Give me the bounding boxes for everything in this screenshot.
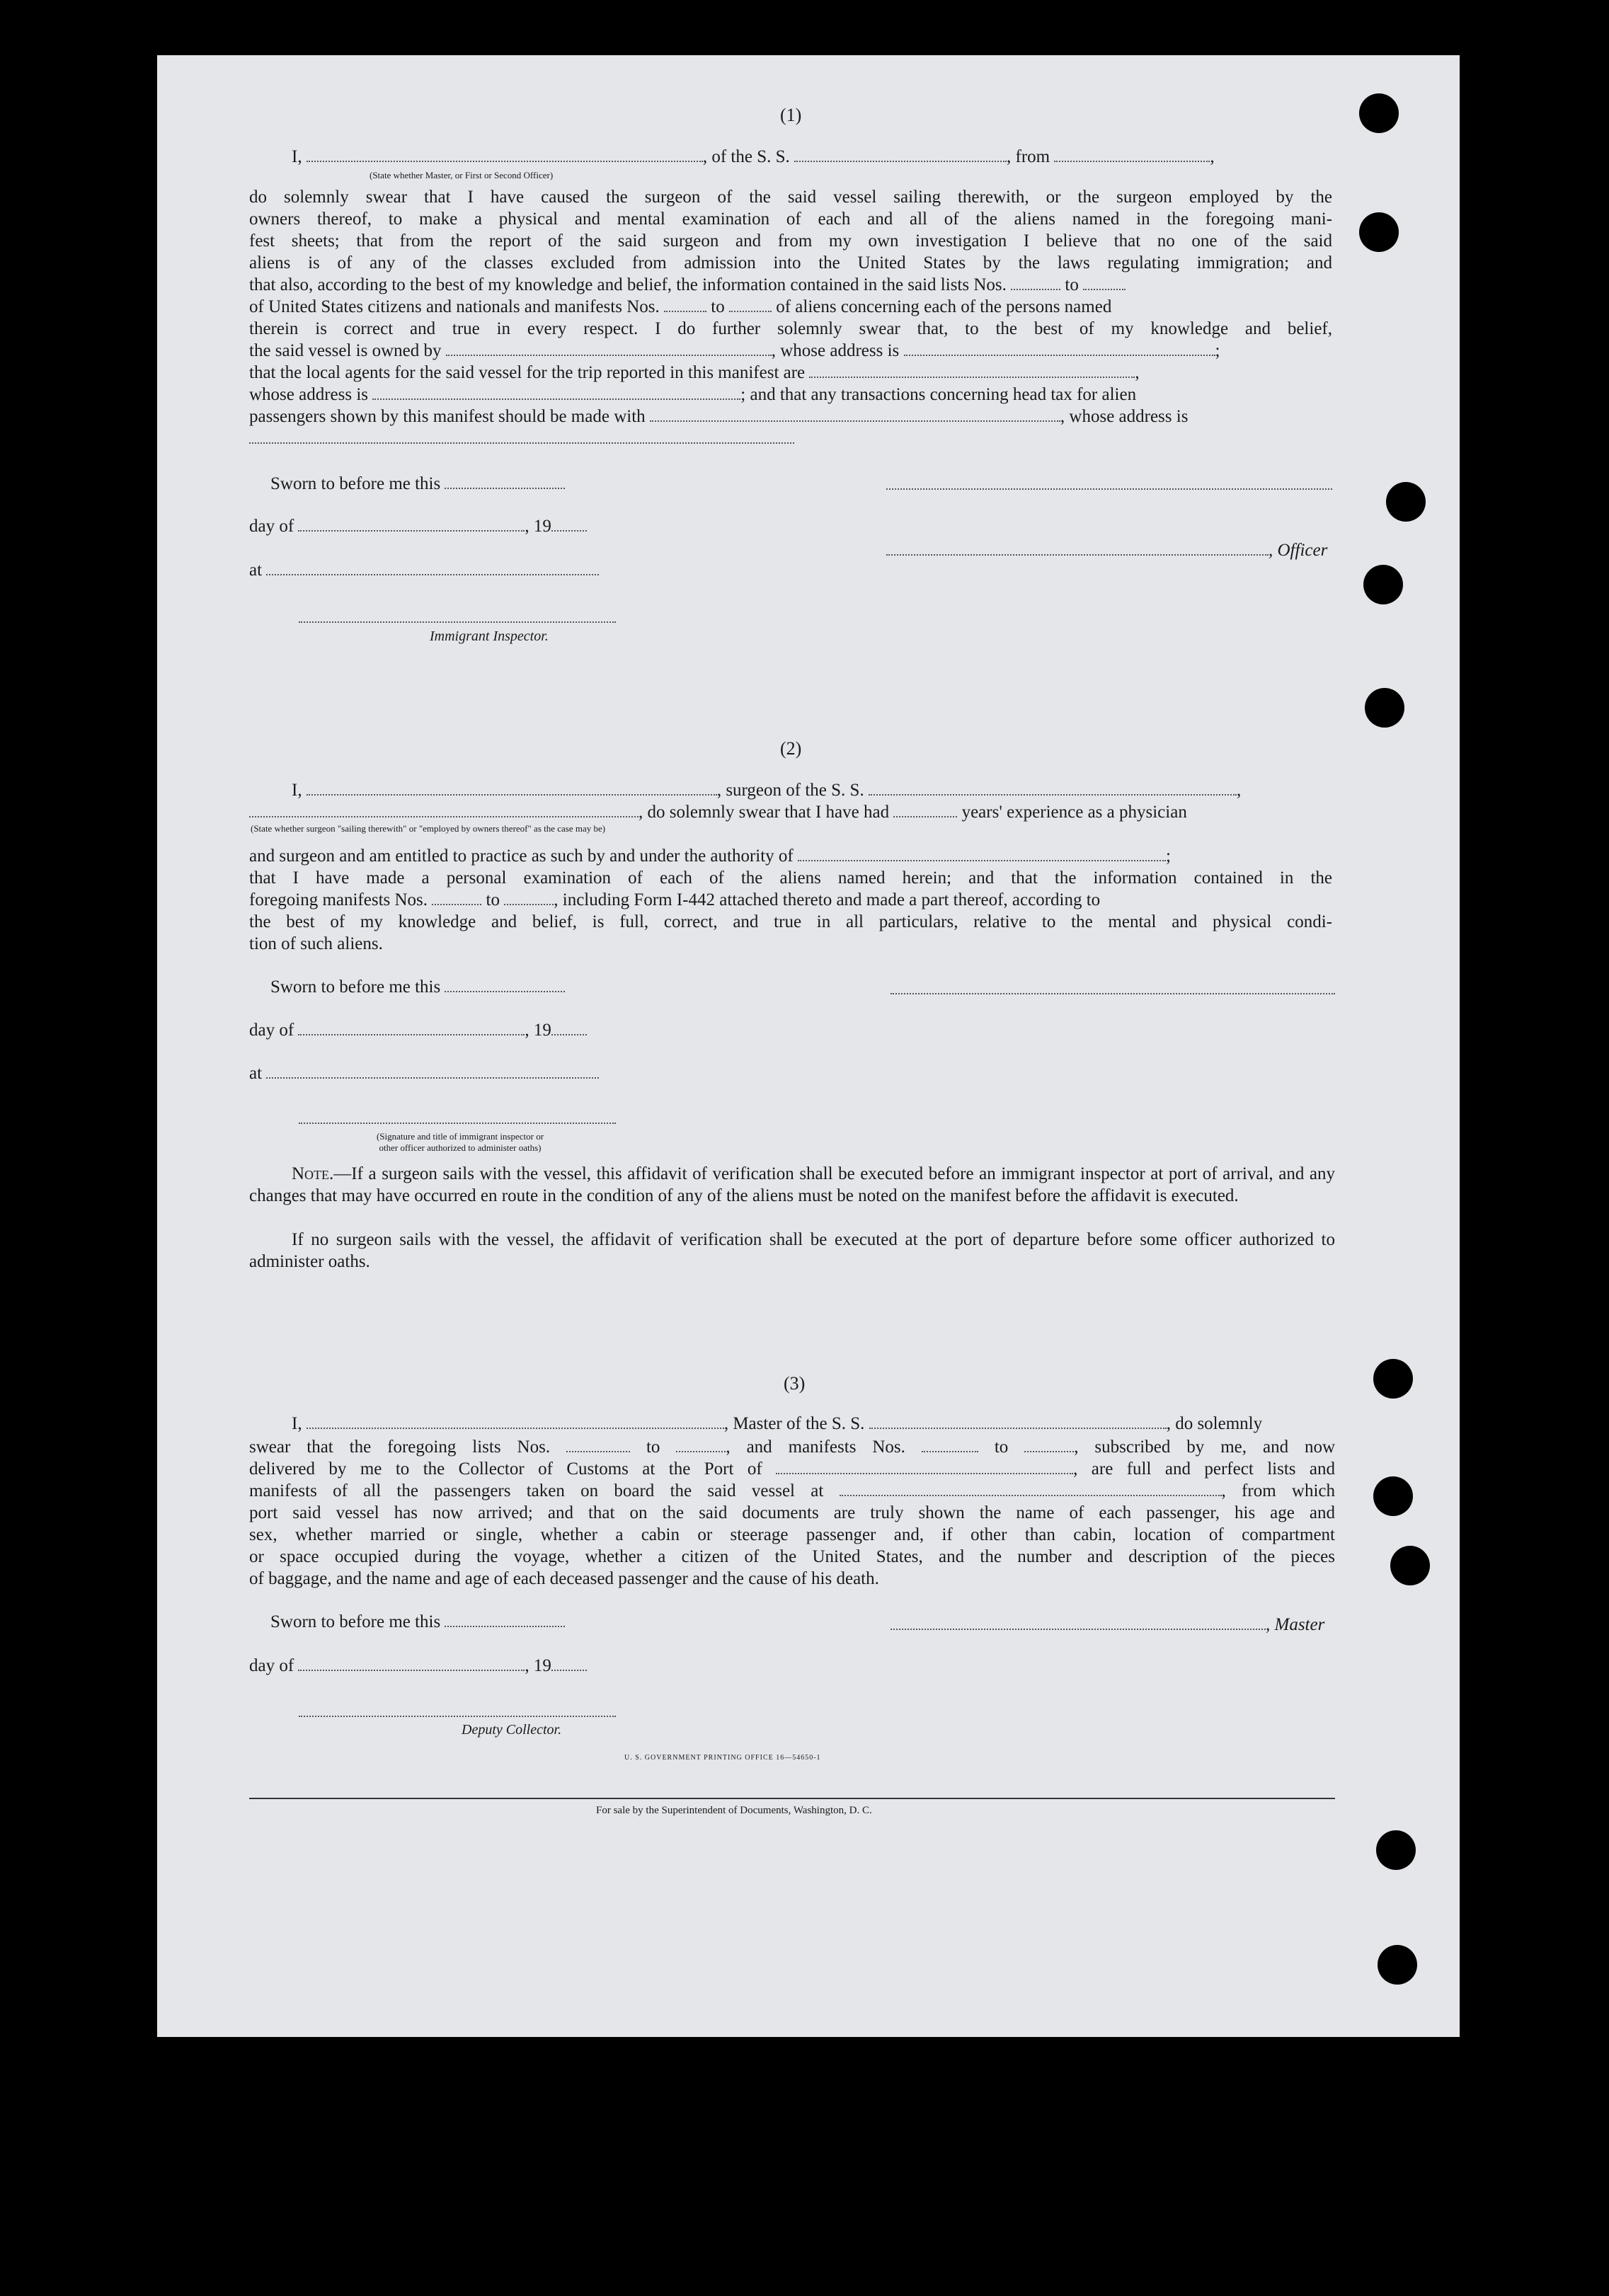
- inspector-signature-line[interactable]: [299, 621, 616, 623]
- printing-office-line: U. S. GOVERNMENT PRINTING OFFICE 16—54650-1: [624, 1754, 821, 1762]
- punch-hole-icon: [1359, 212, 1399, 252]
- punch-hole-icon: [1359, 93, 1399, 133]
- surgeon-line-2: , do solemnly swear that I have had years' experience as a physician: [249, 803, 1187, 822]
- years-field[interactable]: [893, 806, 957, 817]
- inspector-signature-line[interactable]: [299, 1123, 616, 1124]
- sworn-day-field[interactable]: [445, 1616, 565, 1627]
- surgeon-line: I, , surgeon of the S. S. ,: [292, 781, 1242, 800]
- deputy-signature-line[interactable]: [299, 1716, 616, 1717]
- section-number: (1): [780, 105, 802, 125]
- departure-port-field[interactable]: [1054, 151, 1210, 162]
- inspector-label: Immigrant Inspector.: [430, 628, 549, 644]
- day-line: day of , 19: [249, 1021, 587, 1040]
- punch-hole-icon: [1363, 565, 1403, 604]
- port-field[interactable]: [776, 1463, 1073, 1474]
- master-signature-line: , Master: [891, 1615, 1324, 1635]
- punch-hole-icon: [1378, 1945, 1417, 1985]
- note-paragraph-2: If no surgeon sails with the vessel, the affidavit of verification shall be executed at the port of departure before some officer authorized to administer oaths.: [249, 1230, 1335, 1271]
- officer-line: , Officer: [886, 541, 1327, 561]
- head-tax-agent-field[interactable]: [650, 411, 1060, 422]
- punch-hole-icon: [1376, 1830, 1416, 1870]
- surgeon-paragraph: and surgeon and am entitled to practice as such by and under the authority of ; that I have made a personal examination of each of the aliens named herein; and that the information contained in the foregoing manifests Nos. to , including Form I-442 attached thereto and made a part thereof, according to the best of my knowledge and belief, is full, correct, and true in all particulars, relative to the mental and physical condi- tion of such aliens.: [249, 846, 1332, 953]
- officer-title-field[interactable]: [886, 544, 1269, 556]
- punch-hole-icon: [1365, 688, 1404, 728]
- at-field[interactable]: [266, 1067, 599, 1079]
- sworn-day-field[interactable]: [445, 478, 565, 489]
- day-line: day of , 19: [249, 517, 587, 536]
- vessel-name-field[interactable]: [869, 784, 1237, 796]
- note-paragraph: Note.—If a surgeon sails with the vessel, this affidavit of verification shall be executed before an immigrant inspector at port of arrival, and any changes that may have occurred en route in the condition of any of the aliens must be noted on the manifest before the affidavit is executed.: [249, 1164, 1335, 1205]
- punch-hole-icon: [1386, 482, 1426, 522]
- sworn-line: Sworn to before me this: [270, 977, 565, 997]
- master-paragraph: swear that the foregoing lists Nos. to , and manifests Nos. to , subscribed by me, and now delivered by me to the Collector of Customs at the Port of , are full and perfect lists and manifests of all the passengers taken on board the said vessel at , from which port said vessel has now arrived; and that on the said documents are truly shown the name of each passenger, his age and sex, whether married or single, whether a cabin or steerage passenger and, if other than cabin, location of compartment or space occupied during the voyage, whether a citizen of the United States, and the number and description of the pieces of baggage, and the name and age of each deceased passenger and the cause of his death.: [249, 1437, 1336, 1588]
- day-line: day of , 19: [249, 1656, 587, 1676]
- master-signature-field[interactable]: [891, 1619, 1266, 1630]
- punch-hole-icon: [1373, 1476, 1413, 1516]
- section-number: (2): [780, 738, 802, 759]
- oath-line: I, , of the S. S. , from ,: [292, 147, 1215, 166]
- field-caption: (State whether Master, or First or Second Officer): [370, 170, 554, 180]
- at-line: at: [249, 1064, 599, 1084]
- signature-caption: (Signature and title of immigrant inspector or other officer authorized to administer oaths): [376, 1131, 544, 1153]
- at-line: at: [249, 561, 599, 580]
- head-tax-address-field[interactable]: [249, 432, 794, 444]
- vessel-name-field[interactable]: [794, 151, 1007, 162]
- section-number: (3): [784, 1373, 806, 1394]
- oath-paragraph: do solemnly swear that I have caused the surgeon of the said vessel sailing therewith, or the surgeon employed by the owners thereof, to make a physical and mental examination of each and all of the aliens named in the foregoing mani- fest sheets; that from the report of the said surgeon and from my own investigation I believe that no one of the said aliens is of any of the classes excluded from admission into the United States by the laws regulating immigration; and that also, according to the best of my knowledge and belief, the information contained in the said lists Nos. to of United States citizens and nationals and manifests Nos. to of aliens concerning each of the persons named therein is correct and true in every respect. I do further solemnly swear that, to the best of my knowledge and belief, the said vessel is owned by , whose address is ; that the local agents for the said vessel for the trip reported in this manifest are , whose address is ; and that any transactions concerning head tax for alien passengers shown by this manifest should be made with , whose address is: [249, 186, 1332, 449]
- owner-field[interactable]: [446, 345, 772, 356]
- embark-port-field[interactable]: [840, 1485, 1222, 1496]
- day-of-field[interactable]: [298, 520, 525, 532]
- sale-notice: For sale by the Superintendent of Documents, Washington, D. C.: [596, 1805, 872, 1816]
- surgeon-signature-line[interactable]: [891, 993, 1335, 994]
- surgeon-name-field[interactable]: [307, 784, 717, 796]
- surgeon-status-field[interactable]: [249, 806, 639, 817]
- owner-address-field[interactable]: [904, 345, 1215, 356]
- punch-hole-icon: [1390, 1546, 1430, 1585]
- footer-rule: [249, 1798, 1335, 1799]
- sworn-line: Sworn to before me this: [270, 474, 565, 494]
- at-field[interactable]: [266, 564, 599, 575]
- agents-address-field[interactable]: [372, 389, 740, 400]
- deputy-label: Deputy Collector.: [462, 1722, 562, 1738]
- master-line: I, , Master of the S. S. , do solemnly: [292, 1414, 1263, 1433]
- document-page: [157, 55, 1460, 2037]
- agents-field[interactable]: [809, 367, 1135, 378]
- sworn-line: Sworn to before me this: [270, 1612, 565, 1632]
- day-of-field[interactable]: [298, 1660, 525, 1671]
- vessel-name-field[interactable]: [869, 1418, 1167, 1429]
- officer-name-field[interactable]: [307, 151, 703, 162]
- officer-signature-line[interactable]: [886, 488, 1332, 490]
- punch-hole-icon: [1373, 1359, 1413, 1399]
- authority-field[interactable]: [798, 850, 1166, 861]
- sworn-day-field[interactable]: [445, 981, 565, 992]
- master-name-field[interactable]: [307, 1418, 724, 1429]
- day-of-field[interactable]: [298, 1024, 525, 1035]
- field-caption: (State whether surgeon "sailing therewith" or "employed by owners thereof" as the case may be): [251, 823, 606, 834]
